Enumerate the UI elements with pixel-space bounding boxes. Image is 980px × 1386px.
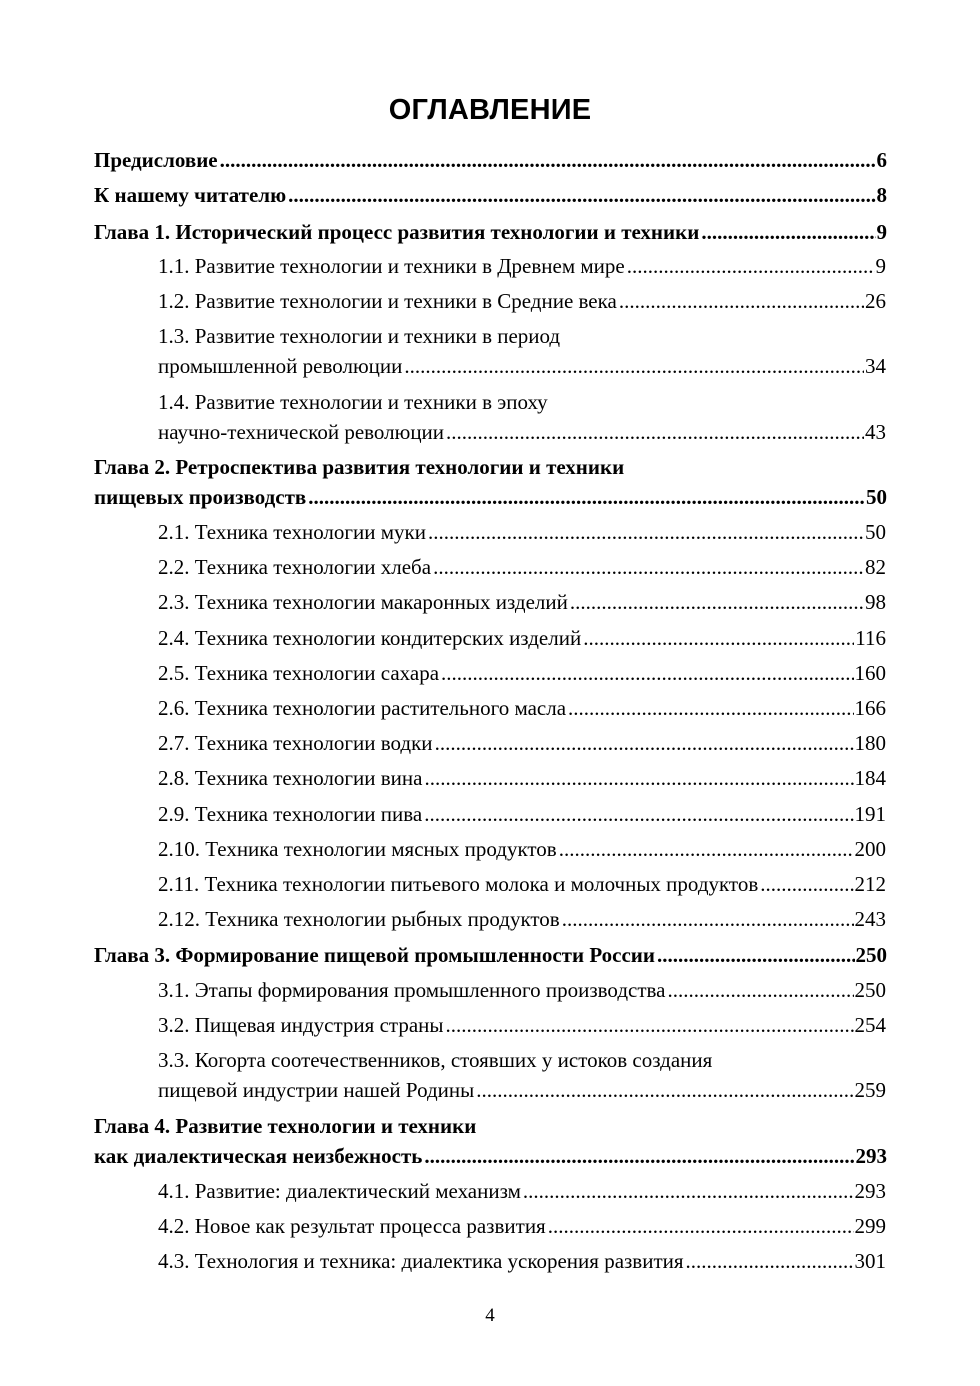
toc-entry-page: 50	[865, 520, 886, 544]
dot-leader	[686, 1246, 854, 1276]
toc-entry-page: 9	[875, 254, 886, 278]
toc-entry-page: 26	[865, 289, 886, 313]
toc-entry-title: научно-технической революции	[158, 420, 445, 444]
toc-entry-page: 293	[854, 1179, 886, 1203]
dot-leader	[433, 552, 864, 582]
toc-entry-title: 2.9. Техника технологии пива	[158, 802, 423, 826]
toc-entry-page: 250	[854, 978, 886, 1002]
dot-leader	[667, 975, 853, 1005]
toc-entry-page: 212	[854, 872, 886, 896]
toc-entry-page: 6	[876, 148, 887, 172]
dot-leader	[559, 834, 854, 864]
toc-entry-section-1-3-line1[interactable]	[158, 321, 886, 351]
toc-entry-page: 116	[855, 626, 886, 650]
toc-entry-chapter-2-line1[interactable]	[94, 452, 887, 482]
toc-entry-title: пищевых производств	[94, 485, 307, 509]
toc-entry-page: 8	[876, 183, 887, 207]
toc-entry-title: 2.6. Техника технологии растительного масла	[158, 696, 567, 720]
toc-entry-title: 2.4. Техника технологии кондитерских изделий	[158, 626, 582, 650]
toc-entry-chapter-1[interactable]	[94, 217, 887, 247]
toc-entry-section-2-9[interactable]	[158, 799, 886, 829]
toc-entry-chapter-3[interactable]	[94, 940, 887, 970]
toc-entry-section-2-5[interactable]	[158, 658, 886, 688]
dot-leader	[220, 145, 876, 175]
dot-leader	[570, 587, 864, 617]
toc-entry-title: пищевой индустрии нашей Родины	[158, 1078, 475, 1102]
toc-entry-page: 259	[854, 1078, 886, 1102]
toc-entry-title: Предисловие	[94, 148, 218, 172]
dot-leader	[760, 869, 853, 899]
toc-entry-title: 2.2. Техника технологии хлеба	[158, 555, 432, 579]
dot-leader	[435, 728, 854, 758]
dot-leader	[568, 693, 853, 723]
toc-entry-section-2-7[interactable]	[158, 728, 886, 758]
toc-entry-title: 1.4. Развитие технологии и техники в эпоху	[158, 390, 548, 414]
toc-entry-title: Глава 2. Ретроспектива развития технологии и техники	[94, 455, 625, 479]
toc-entry-title: 4.2. Новое как результат процесса развития	[158, 1214, 546, 1238]
toc-entry-page: 243	[854, 907, 886, 931]
toc-entry-page: 299	[854, 1214, 886, 1238]
dot-leader	[476, 1075, 853, 1105]
toc-entry-page: 34	[865, 354, 886, 378]
toc-entry-to-reader[interactable]	[94, 180, 887, 210]
toc-entry-section-4-3[interactable]	[158, 1246, 886, 1276]
toc-entry-section-2-12[interactable]	[158, 904, 886, 934]
dot-leader	[288, 180, 875, 210]
page-title: ОГЛАВЛЕНИЕ	[388, 94, 592, 126]
toc-entry-page: 166	[854, 696, 886, 720]
toc-entry-page: 200	[854, 837, 886, 861]
toc-entry-section-3-3[interactable]	[158, 1075, 886, 1105]
toc-entry-page: 293	[855, 1144, 887, 1168]
toc-entry-title: 2.3. Техника технологии макаронных изделий	[158, 590, 568, 614]
toc-entry-section-1-4[interactable]	[158, 417, 886, 447]
toc-entry-title: 3.1. Этапы формирования промышленного производства	[158, 978, 666, 1002]
toc-entry-section-3-3-line1[interactable]	[158, 1045, 886, 1075]
toc-entry-chapter-4-line1[interactable]	[94, 1111, 887, 1141]
toc-entry-title: Глава 1. Исторический процесс развития технологии и техники	[94, 220, 700, 244]
dot-leader	[562, 904, 854, 934]
toc-entry-title: 2.12. Техника технологии рыбных продуктов	[158, 907, 560, 931]
toc-entry-section-1-4-line1[interactable]	[158, 387, 886, 417]
toc-entry-section-3-2[interactable]	[158, 1010, 886, 1040]
toc-entry-page: 250	[855, 943, 887, 967]
toc-entry-title: К нашему читателю	[94, 183, 287, 207]
toc-entry-section-2-4[interactable]	[158, 623, 886, 653]
dot-leader	[657, 940, 855, 970]
toc-entry-title: Глава 3. Формирование пищевой промышленности России	[94, 943, 655, 967]
toc-entry-chapter-4[interactable]	[94, 1141, 887, 1171]
dot-leader	[424, 799, 853, 829]
toc-entry-title: 3.2. Пищевая индустрия страны	[158, 1013, 444, 1037]
toc-entry-page: 254	[854, 1013, 886, 1037]
dot-leader	[446, 417, 864, 447]
toc-entry-title: Глава 4. Развитие технологии и техники	[94, 1114, 477, 1138]
toc-entry-title: 2.7. Техника технологии водки	[158, 731, 433, 755]
toc-entry-section-2-8[interactable]	[158, 763, 886, 793]
toc-entry-section-2-10[interactable]	[158, 834, 886, 864]
dot-leader	[441, 658, 853, 688]
toc-entry-page: 50	[866, 485, 887, 509]
toc-entry-page: 98	[865, 590, 886, 614]
toc-entry-section-1-1[interactable]	[158, 251, 886, 281]
dot-leader	[523, 1176, 854, 1206]
dot-leader	[308, 482, 865, 512]
toc-entry-page: 82	[865, 555, 886, 579]
toc-entry-section-2-2[interactable]	[158, 552, 886, 582]
toc-entry-page: 184	[854, 766, 886, 790]
toc-entry-page: 180	[854, 731, 886, 755]
toc-entry-section-1-2[interactable]	[158, 286, 886, 316]
toc-entry-section-2-6[interactable]	[158, 693, 886, 723]
dot-leader	[424, 1141, 854, 1171]
dot-leader	[428, 517, 864, 547]
toc-entry-title: 2.11. Техника технологии питьевого молока и молочных продуктов	[158, 872, 759, 896]
toc-entry-page: 160	[854, 661, 886, 685]
dot-leader	[404, 351, 864, 381]
toc-entry-page: 43	[865, 420, 886, 444]
toc-entry-title: 2.1. Техника технологии муки	[158, 520, 426, 544]
toc-entry-title: как диалектическая неизбежность	[94, 1144, 423, 1168]
toc-entry-section-4-2[interactable]	[158, 1211, 886, 1241]
toc-entry-section-2-1[interactable]	[158, 517, 886, 547]
dot-leader	[548, 1211, 854, 1241]
toc-entry-title: 4.1. Развитие: диалектический механизм	[158, 1179, 521, 1203]
toc-entry-title: 1.3. Развитие технологии и техники в период	[158, 324, 561, 348]
toc-entry-title: 1.1. Развитие технологии и техники в Древнем мире	[158, 254, 625, 278]
dot-leader	[583, 623, 854, 653]
toc-entry-title: 2.8. Техника технологии вина	[158, 766, 423, 790]
toc-entry-section-4-1[interactable]	[158, 1176, 886, 1206]
toc-entry-section-3-1[interactable]	[158, 975, 886, 1005]
toc-entry-title: 3.3. Когорта соотечественников, стоявших у истоков создания	[158, 1048, 713, 1072]
toc-entry-title: 4.3. Технология и техника: диалектика ускорения развития	[158, 1249, 684, 1273]
toc-entry-title: промышленной революции	[158, 354, 403, 378]
toc-entry-title: 2.10. Техника технологии мясных продуктов	[158, 837, 557, 861]
toc-entry-section-2-3[interactable]	[158, 587, 886, 617]
dot-leader	[701, 217, 875, 247]
dot-leader	[446, 1010, 854, 1040]
toc-entry-title: 1.2. Развитие технологии и техники в Средние века	[158, 289, 617, 313]
toc-entry-page: 191	[854, 802, 886, 826]
toc-entry-section-1-3[interactable]	[158, 351, 886, 381]
toc-entry-chapter-2[interactable]	[94, 482, 887, 512]
toc-entry-page: 301	[854, 1249, 886, 1273]
toc-entry-page: 9	[876, 220, 887, 244]
toc-entry-preface[interactable]	[94, 145, 887, 175]
toc-entry-title: 2.5. Техника технологии сахара	[158, 661, 440, 685]
dot-leader	[627, 251, 875, 281]
dot-leader	[619, 286, 864, 316]
dot-leader	[424, 763, 853, 793]
toc-entry-section-2-11[interactable]	[158, 869, 886, 899]
page-number: 4	[485, 1305, 495, 1326]
